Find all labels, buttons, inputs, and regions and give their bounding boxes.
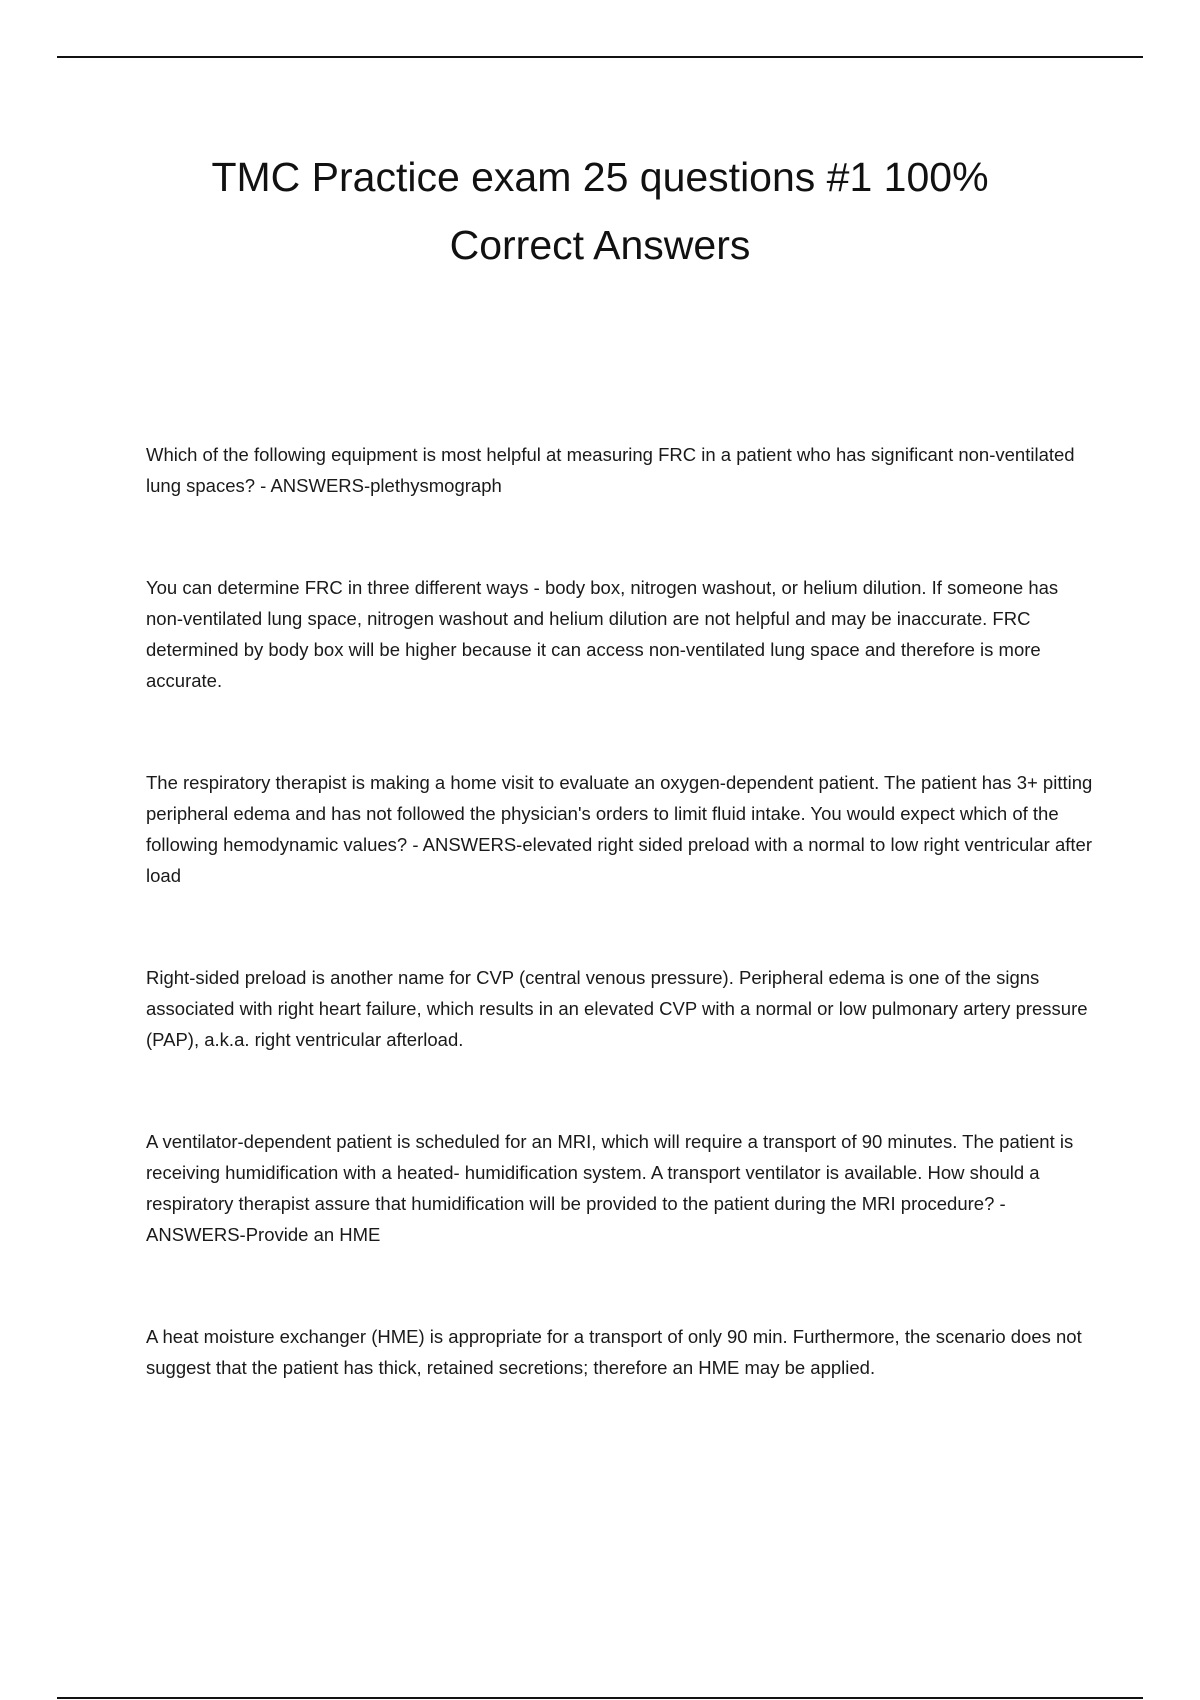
document-title xyxy=(100,143,1100,279)
explanation-2: Right-sided preload is another name for CVP (central venous pressure). Peripheral edema is one of the signs associated with right heart failure, which results in an elevated CVP with a normal or low pulmonary artery pressure (PAP), a.k.a. right ventricular afterload. xyxy=(146,967,1088,1050)
explanation-3: A heat moisture exchanger (HME) is appropriate for a transport of only 90 min. Furthermore, the scenario does not suggest that the patient has thick, retained secretions; therefore an HME may be applied. xyxy=(146,1326,1082,1378)
question-2: The respiratory therapist is making a home visit to evaluate an oxygen-dependent patient. The patient has 3+ pitting peripheral edema and has not followed the physician's orders to limit fluid intake. You would expect which of the following hemodynamic values? - ANSWERS-elevated right sided preload with a normal to low right ventricular after load xyxy=(146,772,1093,886)
title-line-1: TMC Practice exam 25 questions #1 100% xyxy=(211,154,989,200)
footer-rule xyxy=(57,1697,1143,1699)
explanation-1: You can determine FRC in three different ways - body box, nitrogen washout, or helium dilution. If someone has non-ventilated lung space, nitrogen washout and helium dilution are not helpful and may be inaccurate. FRC determined by body box will be higher because it can access non-ventilated lung space and therefore is more accurate. xyxy=(146,577,1059,691)
header-rule xyxy=(57,56,1143,58)
question-1: Which of the following equipment is most helpful at measuring FRC in a patient who has significant non-ventilated lung spaces? - ANSWERS-plethysmograph xyxy=(146,444,1075,496)
title-line-2: Correct Answers xyxy=(449,222,751,268)
question-3: A ventilator-dependent patient is scheduled for an MRI, which will require a transport of 90 minutes. The patient is receiving humidification with a heated- humidification system. A transport ventilator is available. How should a respiratory therapist assure that humidification will be provided to the patient during the MRI procedure? - ANSWERS-Provide an HME xyxy=(146,1131,1074,1245)
document-body xyxy=(146,439,1096,1383)
